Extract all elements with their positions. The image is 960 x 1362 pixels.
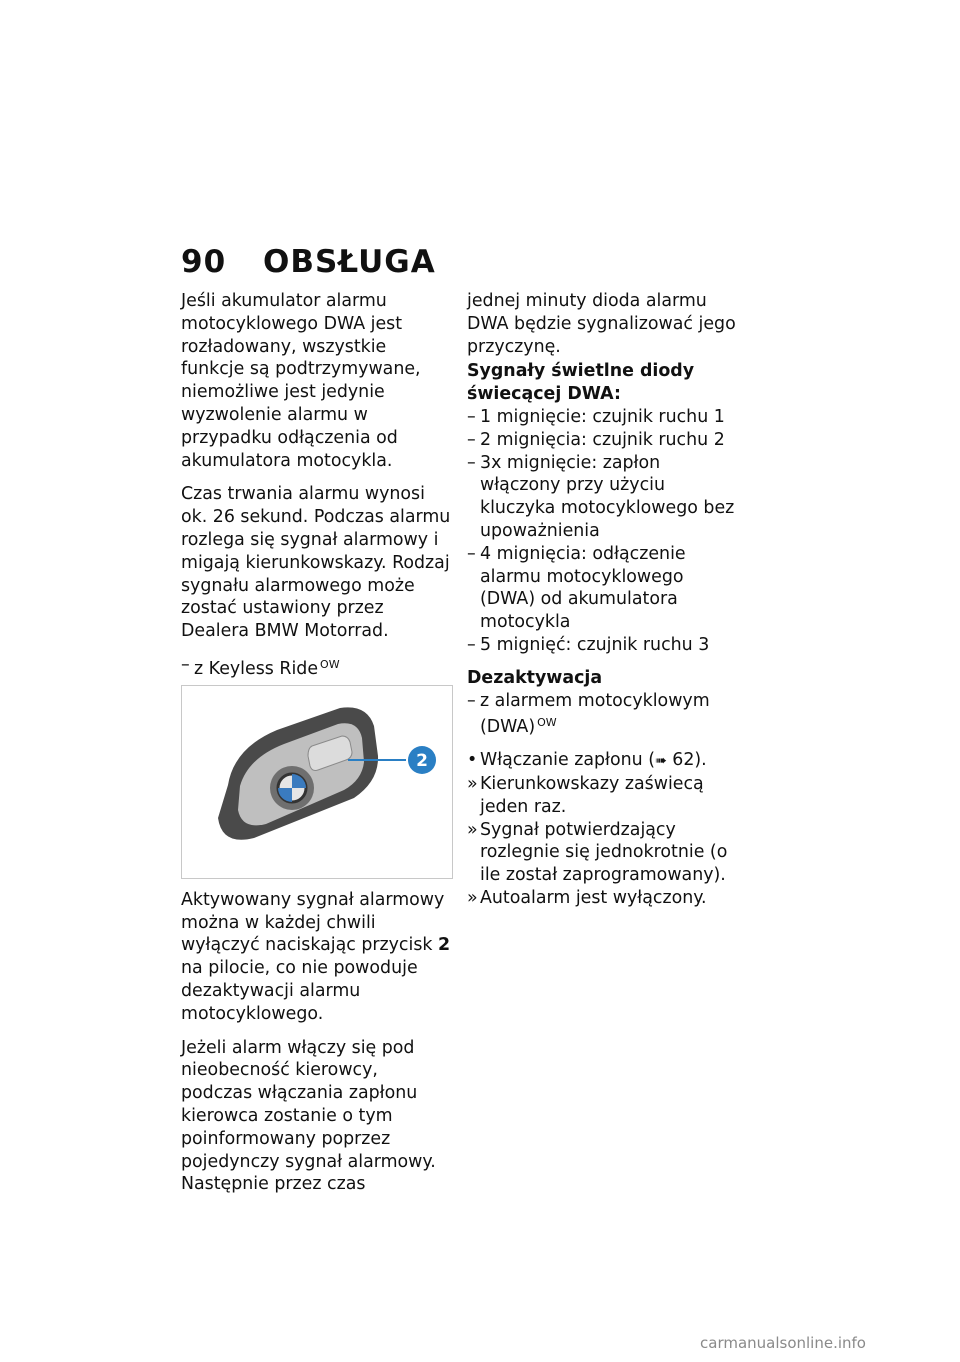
deactivation-condition: – z alarmem motocyklowym (DWA) $^{OW}$ xyxy=(467,690,710,738)
right-column xyxy=(467,290,739,910)
page-number: 90 xyxy=(181,244,227,280)
result-item: » Kierunkowskazy zaświecą jeden raz. xyxy=(467,773,704,817)
section-title: OBSŁUGA xyxy=(263,244,436,280)
signals-list xyxy=(467,406,739,657)
ow-superscript: OW xyxy=(320,657,340,671)
button-ref: 2 xyxy=(437,935,451,956)
page-header xyxy=(181,244,436,280)
list-item: – 4 mignięcia: odłączenie alarmu motocyklowego (DWA) od akumulatora motocykla xyxy=(467,543,686,633)
keyless-ride-label: z Keyless Ride xyxy=(194,658,319,679)
paragraph-duration: Czas trwania alarmu wynosi ok. 26 sekund. Podczas alarmu rozlega się sygnał alarmowy i migają kierunkowskazy. Rodzaj sygnału alarmowego może zostać ustawiony przez Dealera BMW Motorrad. xyxy=(181,484,451,642)
page-ref-arrow-icon: ➠ xyxy=(655,753,667,770)
callout-number: 2 xyxy=(416,750,428,771)
paragraph-battery: Jeśli akumulator alarmu motocyklowego DWA jest rozładowany, wszystkie funkcje są podtrzymywane, niemożliwe jest jedynie wyzwolenie alarmu w przypadku odłączenia od akumulatora motocykla. xyxy=(181,291,421,471)
dash-marker: – xyxy=(181,654,190,675)
key-fob-figure xyxy=(181,685,453,879)
watermark: carmanualsonline.info xyxy=(700,1334,866,1352)
keyless-ride-item xyxy=(181,654,453,681)
list-item: – 2 mignięcia: czujnik ruchu 2 xyxy=(467,429,725,450)
result-item: » Autoalarm jest wyłączony. xyxy=(467,887,707,908)
signals-heading: Sygnały świetlne diody świecącej DWA: xyxy=(467,361,695,405)
result-item: » Sygnał potwierdzający rozlegnie się jednokrotnie (o ile został zaprogramowany). xyxy=(467,819,728,886)
paragraph-absence: Jeżeli alarm włączy się pod nieobecność kierowcy, podczas włączania zapłonu kierowca zostanie o tym poinformowany poprzez pojedynczy sygnał alarmowy. Następnie przez czas xyxy=(181,1037,436,1195)
paragraph-deactivate-signal: Aktywowany sygnał alarmowy można w każdej chwili wyłączyć naciskając przycisk 2 na pilocie, co nie powoduje dezaktywacji alarmu motocyklowego. xyxy=(181,889,451,1024)
list-item: – 5 mignięć: czujnik ruchu 3 xyxy=(467,634,710,655)
page-ref: 62). xyxy=(672,750,707,771)
left-column xyxy=(181,290,453,1207)
ow-superscript: OW xyxy=(537,716,557,730)
paragraph-continuation: jednej minuty dioda alarmu DWA będzie sygnalizować jego przyczynę. xyxy=(467,291,736,357)
step-ignition: • Włączanie zapłonu (➠ 62). xyxy=(467,750,707,771)
list-item: – 3x mignięcie: zapłon włączony przy użyciu kluczyka motocyklowego bez upoważnienia xyxy=(467,452,735,541)
deactivation-heading: Dezaktywacja xyxy=(467,667,603,688)
list-item: – 1 mignięcie: czujnik ruchu 1 xyxy=(467,406,725,427)
key-fob-illustration xyxy=(182,686,452,878)
